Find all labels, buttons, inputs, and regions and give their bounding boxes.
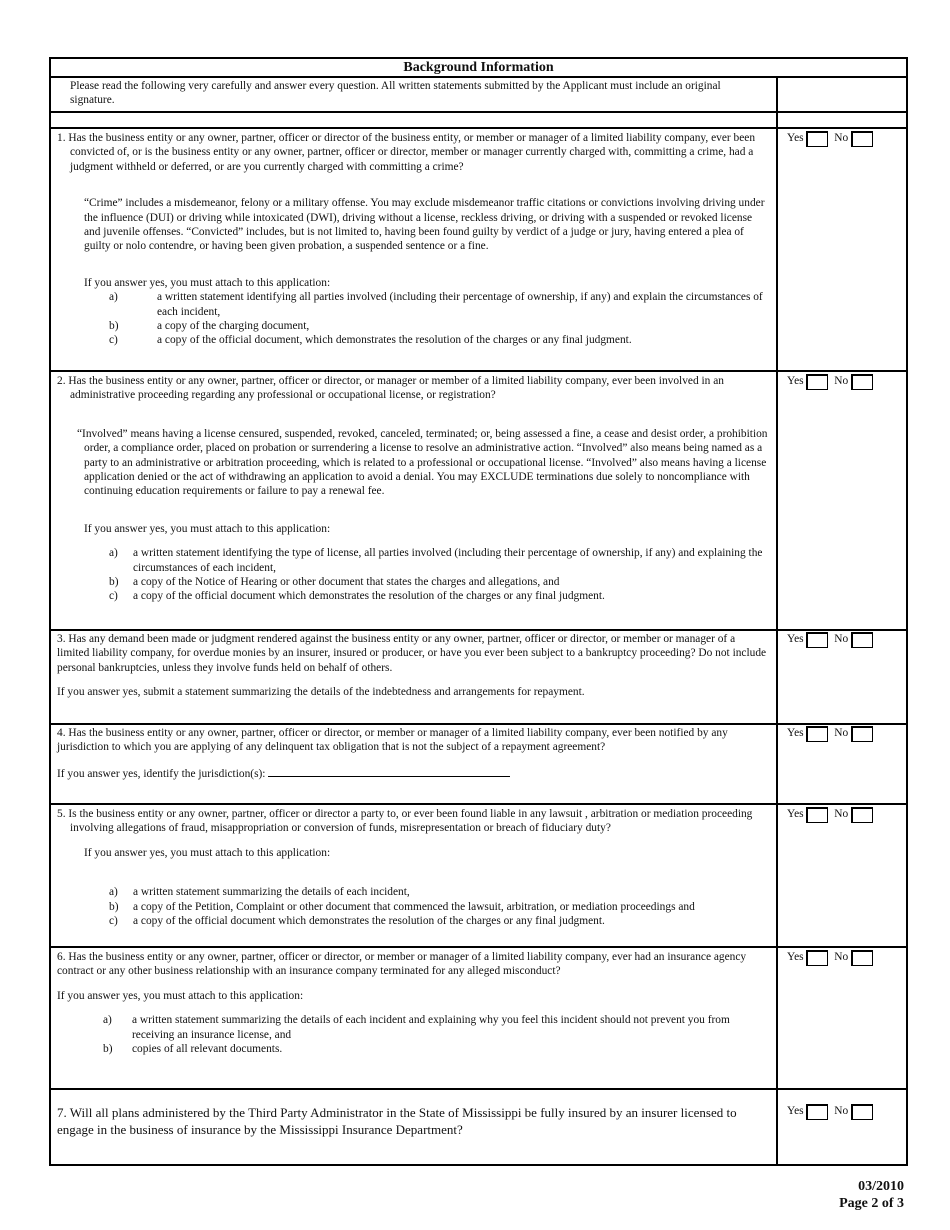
question-7-no-checkbox[interactable] bbox=[851, 1104, 873, 1120]
revision-date: 03/2010 bbox=[858, 1179, 904, 1194]
divider bbox=[51, 127, 906, 129]
question-5 bbox=[57, 807, 769, 928]
question-7-text: 7. Will all plans administered by the Third Party Administrator in the State of Mississippi be fully insured by an insurer licensed to engage in the business of insurance by the Mississippi Insurance Department? bbox=[57, 1105, 737, 1137]
list-item: a) a written statement identifying all parties involved (including their percentage of ownership, if any) and explain the circumstances of each incident, bbox=[109, 291, 763, 318]
question-1 bbox=[57, 131, 769, 348]
question-1-answer: Yes No bbox=[787, 131, 876, 147]
question-4-no-checkbox[interactable] bbox=[851, 726, 873, 742]
divider bbox=[51, 1088, 906, 1090]
question-6 bbox=[57, 950, 769, 1056]
question-3-attach: If you answer yes, submit a statement summarizing the details of the indebtedness and arrangements for repayment. bbox=[57, 686, 585, 699]
divider bbox=[51, 370, 906, 372]
divider bbox=[51, 111, 906, 113]
question-5-no-checkbox[interactable] bbox=[851, 807, 873, 823]
question-7 bbox=[57, 1104, 747, 1138]
question-6-yes-checkbox[interactable] bbox=[806, 950, 828, 966]
question-2-yes-checkbox[interactable] bbox=[806, 374, 828, 390]
question-4-text: 4. Has the business entity or any owner, partner, officer or director, or member or manager of a limited liability company, ever been notified by any jurisdiction to which you are applying of any delinquent tax obligation that is not the subject of a repayment agreement? bbox=[57, 727, 728, 754]
question-4-yes-checkbox[interactable] bbox=[806, 726, 828, 742]
question-5-text: 5. Is the business entity or any owner, partner, officer or director a party to, or ever been found liable in any lawsuit , arbitration or mediation proceeding involving allegations of fraud, misappropriation or conversion of funds, misrepresentation or breach of fiduciary duty? bbox=[57, 808, 753, 835]
question-7-answer: Yes No bbox=[787, 1104, 876, 1120]
question-2 bbox=[57, 374, 769, 604]
question-1-attach: If you answer yes, you must attach to this application: bbox=[84, 276, 331, 289]
question-5-yes-checkbox[interactable] bbox=[806, 807, 828, 823]
question-2-text: 2. Has the business entity or any owner, partner, officer or director, or manager or member of a limited liability company, ever been involved in an administrative proceeding regarding any professional or occupational license, or registration? bbox=[57, 375, 724, 402]
question-4 bbox=[57, 726, 769, 781]
divider bbox=[51, 803, 906, 805]
question-3 bbox=[57, 632, 769, 700]
form-title: Background Information bbox=[403, 60, 554, 75]
question-2-definition: “Involved” means having a license censured, suspended, revoked, canceled, terminated; or, being assessed a fine, a cease and desist order, a prohibition order, a compliance order, placed on probation or surrendering a license to resolve an administrative action. “Involved” also means being named as a party to an administrative or arbitration proceeding, which is related to a professional or occupational license. “Involved” also means having a license application denied or the act of withdrawing an application to avoid a denial. You may EXCLUDE terminations due solely to noncompliance with continuing education requirements or failure to pay a renewal fee. bbox=[77, 427, 768, 498]
question-2-attach: If you answer yes, you must attach to this application: bbox=[84, 522, 331, 535]
question-7-yes-checkbox[interactable] bbox=[806, 1104, 828, 1120]
question-3-yes-checkbox[interactable] bbox=[806, 632, 828, 648]
question-6-text: 6. Has the business entity or any owner, partner, officer or director, or member or manager of a limited liability company, ever had an insurance agency contract or any other business relationship with an insurance company terminated for any alleged misconduct? bbox=[57, 951, 747, 978]
answer-column-divider bbox=[776, 77, 778, 1166]
question-4-answer: Yes No bbox=[787, 726, 876, 742]
question-2-no-checkbox[interactable] bbox=[851, 374, 873, 390]
list-item: c) a copy of the official document which demonstrates the resolution of the charges or any final judgment. bbox=[109, 590, 605, 603]
instructions: Please read the following very carefully and answer every question. All written statements submitted by the Applicant must include an original signature. bbox=[70, 80, 721, 107]
question-2-answer: Yes No bbox=[787, 374, 876, 390]
list-item: b) a copy of the Notice of Hearing or other document that states the charges and allegations, and bbox=[109, 576, 560, 589]
question-1-no-checkbox[interactable] bbox=[851, 131, 873, 147]
question-3-text: 3. Has any demand been made or judgment rendered against the business entity or any owner, partner, officer or director, or member or manager of a limited liability company, for overdue monies by an insurer, insured or producer, or have you ever been subject to a bankruptcy proceeding? Do not include personal bankruptcies, unless they involve funds held on behalf of others. bbox=[57, 633, 767, 674]
question-6-answer: Yes No bbox=[787, 950, 876, 966]
question-1-yes-checkbox[interactable] bbox=[806, 131, 828, 147]
question-6-attach: If you answer yes, you must attach to this application: bbox=[57, 989, 304, 1002]
list-item: b) a copy of the Petition, Complaint or other document that commenced the lawsuit, arbitration, or mediation proceedings and bbox=[109, 900, 695, 913]
jurisdiction-input[interactable] bbox=[268, 765, 510, 777]
question-5-answer: Yes No bbox=[787, 807, 876, 823]
list-item: a) a written statement summarizing the details of each incident, bbox=[109, 886, 410, 899]
question-3-no-checkbox[interactable] bbox=[851, 632, 873, 648]
question-1-definition: “Crime” includes a misdemeanor, felony or a military offense. You may exclude misdemeanor traffic citations or convictions involving driving under the influence (DUI) or driving while intoxicated (DWI), driving without a license, reckless driving, or driving with a suspended or revoked license and juvenile offenses. “Convicted” includes, but is not limited to, having been found guilty by verdict of a judge or jury, having entered a plea of guilty or nolo contendre, or having been given probation, a suspended sentence or a fine. bbox=[84, 197, 765, 253]
list-item: c) a copy of the official document which demonstrates the resolution of the charges or any final judgment. bbox=[109, 915, 605, 928]
list-item: b) a copy of the charging document, bbox=[109, 320, 310, 333]
question-4-attach: If you answer yes, identify the jurisdiction(s): bbox=[57, 767, 266, 780]
list-item: b) copies of all relevant documents. bbox=[103, 1043, 283, 1056]
page-number: Page 2 of 3 bbox=[839, 1196, 904, 1211]
divider bbox=[51, 629, 906, 631]
background-information-form bbox=[49, 57, 908, 1166]
question-1-text: 1. Has the business entity or any owner, partner, officer or director of the business entity, or member or manager of a limited liability company, ever been convicted of, or is the business entity or any owner, partner, officer or director, member or manager currently charged with, committing a crime, had a judgment withheld or deferred, or are you currently charged with committing a crime? bbox=[57, 132, 756, 173]
question-3-answer: Yes No bbox=[787, 632, 876, 648]
list-item: a) a written statement summarizing the details of each incident and explaining why you feel this incident should not prevent you from receiving an insurance license, and bbox=[103, 1014, 730, 1041]
question-6-no-checkbox[interactable] bbox=[851, 950, 873, 966]
divider bbox=[51, 946, 906, 948]
question-5-attach: If you answer yes, you must attach to this application: bbox=[84, 846, 331, 859]
list-item: a) a written statement identifying the type of license, all parties involved (including their percentage of ownership, if any) and explaining the circumstances of each incident, bbox=[109, 547, 763, 574]
footer bbox=[839, 1178, 904, 1212]
list-item: c) a copy of the official document, which demonstrates the resolution of the charges or any final judgment. bbox=[109, 334, 632, 347]
divider bbox=[51, 723, 906, 725]
